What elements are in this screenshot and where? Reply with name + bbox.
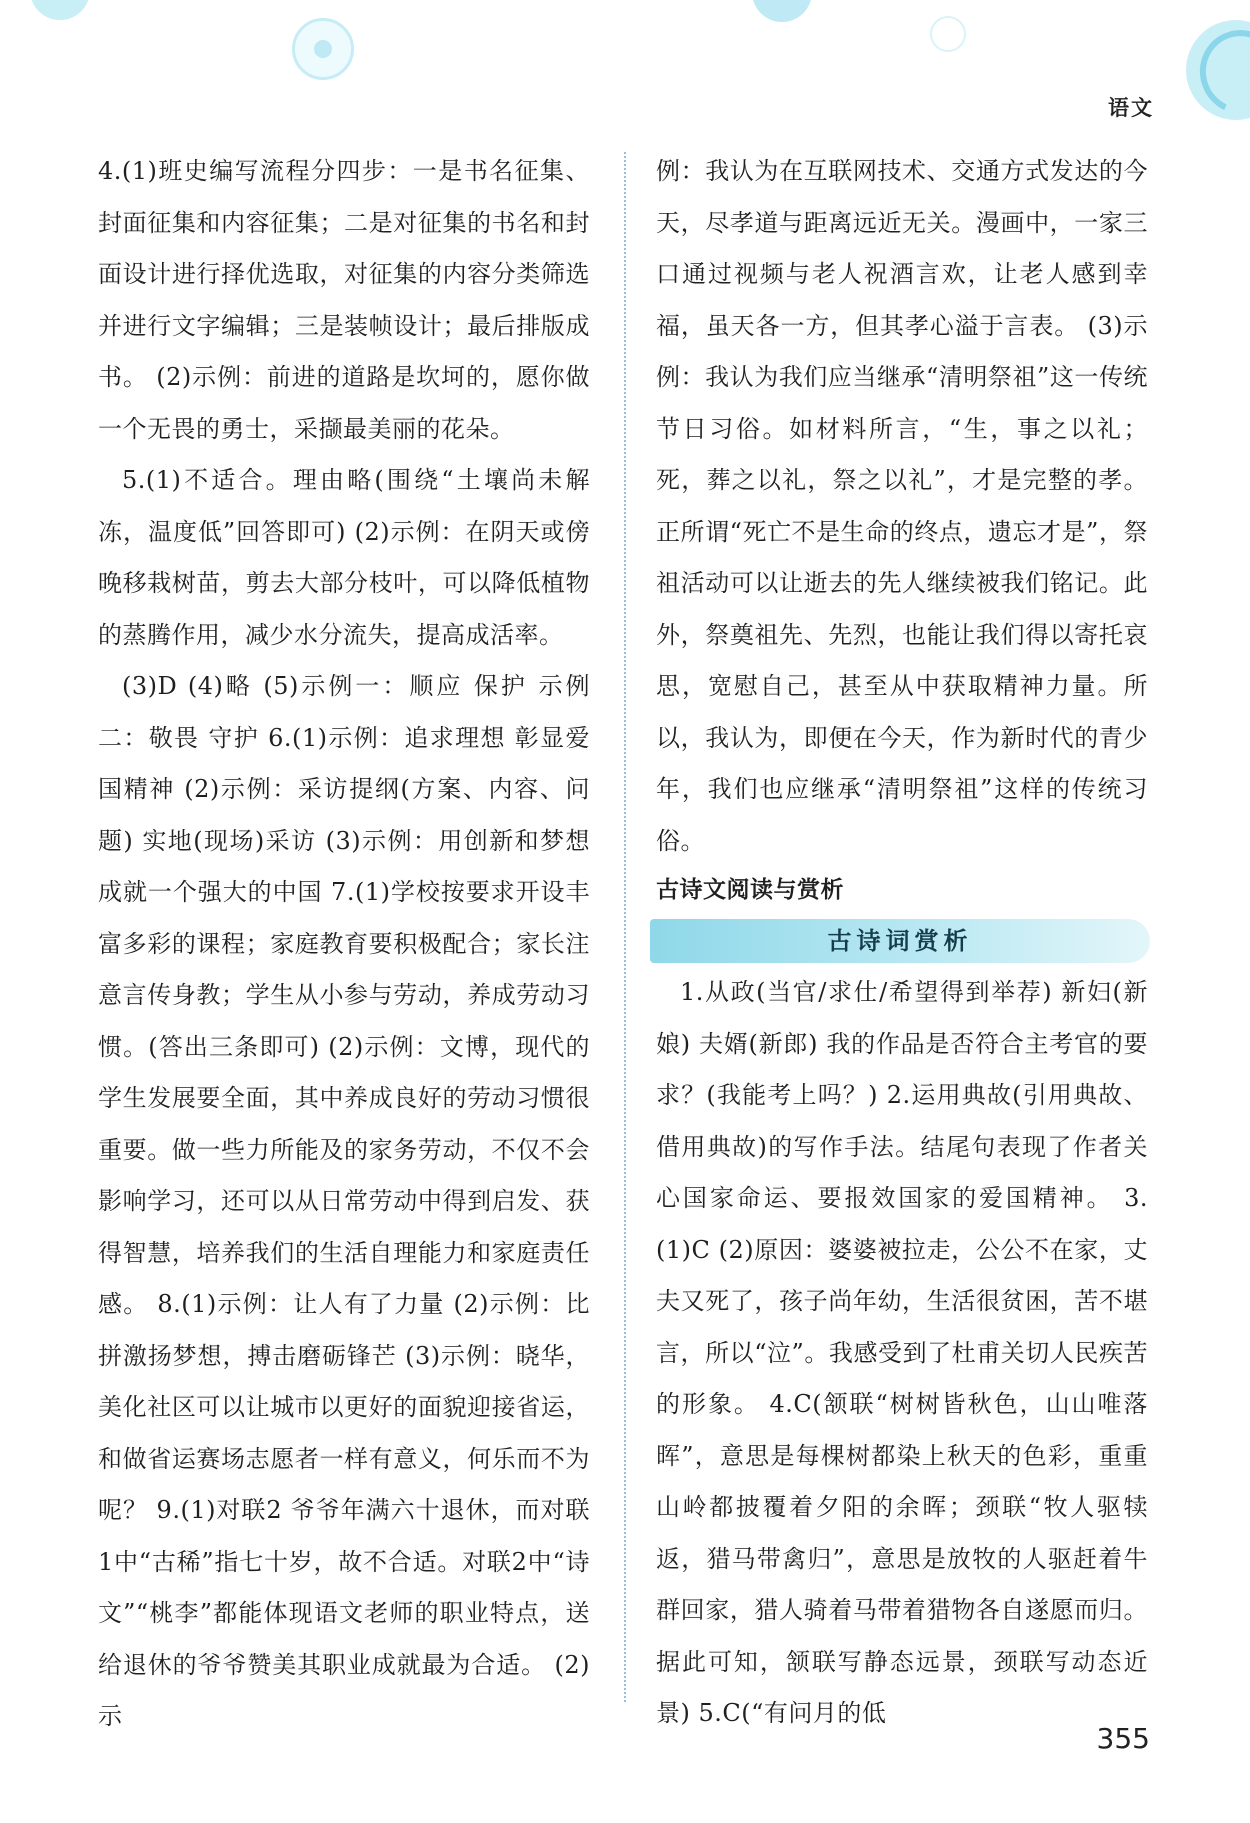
page-number: 355 [1096,1722,1150,1755]
decorative-circle-icon [752,0,812,22]
answer-paragraph: (3)D (4)略 (5)示例一：顺应 保护 示例二：敬畏 守护 6.(1)示例：追求理想 彰显爱国精神 (2)示例：采访提纲(方案、内容、问题) 实地(现场)采访 (3)示例：用创新和梦想成就一个强大的中国 7.(1)学校按要求开设丰富多彩的课程；家庭教育要积极配合；家长注意言传身教；学生从小参与劳动，养成劳动习惯。(答出三条即可) (2)示例：文博，现代的学生发展要全面，其中养成良好的劳动习惯很重要。做一些力所能及的家务劳动，不仅不会影响学习，还可以从日常劳动中得到启发、获得智慧，培养我们的生活自理能力和家庭责任感。 8.(1)示例：让人有了力量 (2)示例：比拼激扬梦想，搏击磨砺锋芒 (3)示例：晓华，美化社区可以让城市以更好的面貌迎接省运，和做省运赛场志愿者一样有意义，何乐而不为呢？ 9.(1)对联2 爷爷年满六十退休，而对联1中“古稀”指七十岁，故不合适。对联2中“诗文”“桃李”都能体现语文老师的职业特点，送给退休的爷爷赞美其职业成就最为合适。 (2)示 [98,672,590,1730]
decorative-ring-icon [930,16,966,52]
answer-paragraph: 例：我认为在互联网技术、交通方式发达的今天，尽孝道与距离远近无关。漫画中，一家三口通过视频与老人祝酒言欢，让老人感到幸福，虽天各一方，但其孝心溢于言表。 (3)示例：我认为我们应当继承“清明祭祖”这一传统节日习俗。如材料所言，“生，事之以礼；死，葬之以礼，祭之以礼”，才是完整的孝。正所谓“死亡不是生命的终点，遗忘才是”，祭祖活动可以让逝去的先人继续被我们铭记。此外，祭奠祖先、先烈，也能让我们得以寄托哀思，宽慰自己，甚至从中获取精神力量。所以，我认为，即便在今天，作为新时代的青少年，我们也应继承“清明祭祖”这样的传统习俗。 [656,157,1148,855]
decorative-ring-icon [292,18,354,80]
subsection-banner: 古诗词赏析 [650,919,1150,963]
decorative-corner-circle-icon [1186,20,1250,120]
answer-paragraph: 4.(1)班史编写流程分四步：一是书名征集、封面征集和内容征集；二是对征集的书名和封面设计进行择优选取，对征集的内容分类筛选并进行文字编辑；三是装帧设计；最后排版成书。 (2)示例：前进的道路是坎坷的，愿你做一个无畏的勇士，采撷最美丽的花朵。 [98,157,590,443]
answer-paragraph: 1.从政(当官/求仕/希望得到举荐) 新妇(新娘) 夫婿(新郎) 我的作品是否符合主考官的要求？(我能考上吗？) 2.运用典故(引用典故、借用典故)的写作手法。结尾句表现了作者关心国家命运、要报效国家的爱国精神。 3.(1)C (2)原因：婆婆被拉走，公公不在家，丈夫又死了，孩子尚年幼，生活很贫困，苦不堪言，所以“泣”。我感受到了杜甫关切人民疾苦的形象。 4.C(颔联“树树皆秋色，山山唯落晖”，意思是每棵树都染上秋天的色彩，重重山岭都披覆着夕阳的余晖；颈联“牧人驱犊返，猎马带禽归”，意思是放牧的人驱赶着牛群回家，猎人骑着马带着猎物各自遂愿而归。据此可知，颔联写静态远景，颈联写动态近景) 5.C(“有问月的低 [656,978,1148,1727]
section-heading: 古诗文阅读与赏析 [656,877,844,903]
column-divider [624,152,626,1702]
answer-paragraph: 5.(1)不适合。理由略(围绕“土壤尚未解冻，温度低”回答即可) (2)示例：在阴天或傍晚移栽树苗，剪去大部分枝叶，可以降低植物的蒸腾作用，减少水分流失，提高成活率。 [98,466,590,649]
left-column [98,146,590,1743]
decorative-circle-icon [30,0,90,20]
right-column [656,146,1148,1740]
subject-label: 语文 [1108,95,1154,120]
